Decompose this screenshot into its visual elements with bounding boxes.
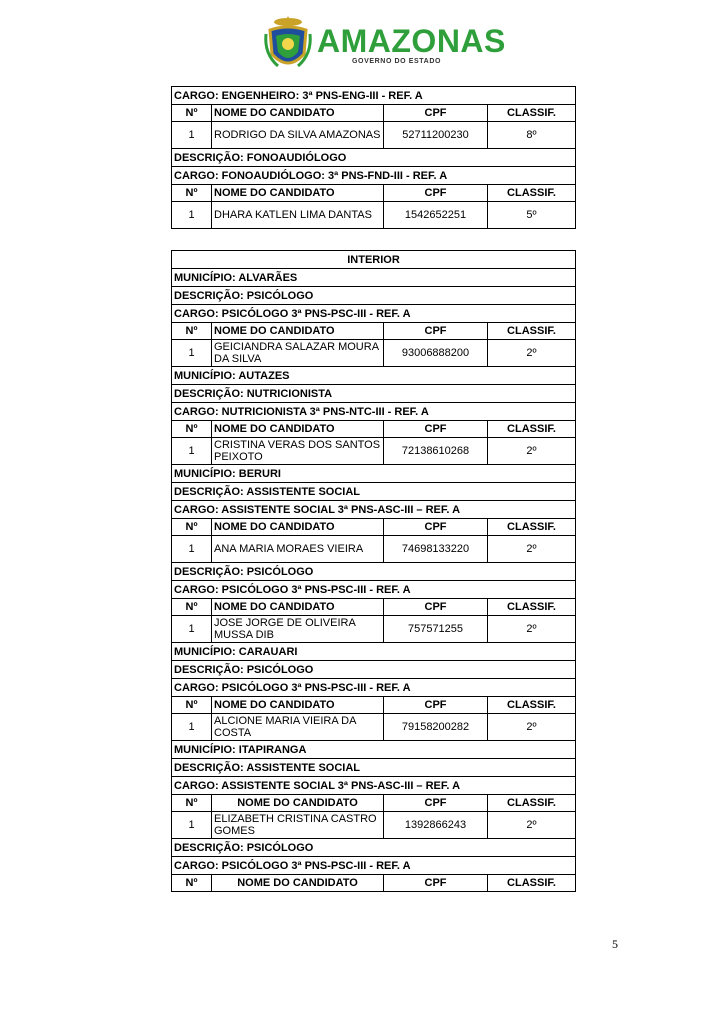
header-logo [262,14,506,76]
municipio-heading: MUNICÍPIO: BERURI [172,465,576,483]
municipio-heading: MUNICÍPIO: CARAUARI [172,643,576,661]
col-name-header: NOME DO CANDIDATO [212,519,384,536]
candidate-classif: 2º [488,616,576,643]
table-header-row [172,421,576,438]
col-classif-header: CLASSIF. [488,105,576,122]
col-number-header: Nº [172,795,212,812]
candidate-cpf: 74698133220 [384,536,488,563]
candidate-classif: 2º [488,714,576,741]
col-cpf-header: CPF [384,185,488,202]
candidate-number: 1 [172,202,212,229]
descricao-heading: DESCRIÇÃO: FONOAUDIÓLOGO [172,149,576,167]
col-number-header: Nº [172,105,212,122]
col-number-header: Nº [172,519,212,536]
cargo-heading: CARGO: NUTRICIONISTA 3ª PNS-NTC-III - REF. A [172,403,576,421]
table-row [172,536,576,563]
cargo-heading: CARGO: ENGENHEIRO: 3ª PNS-ENG-III - REF. A [172,87,576,105]
candidate-cpf: 72138610268 [384,438,488,465]
candidate-name: GEICIANDRA SALAZAR MOURA DA SILVA [212,340,384,367]
candidate-name: JOSE JORGE DE OLIVEIRA MUSSA DIB [212,616,384,643]
col-name-header: NOME DO CANDIDATO [212,323,384,340]
candidate-classif: 5º [488,202,576,229]
municipio-heading: MUNICÍPIO: AUTAZES [172,367,576,385]
table-row [172,714,576,741]
section-title: INTERIOR [172,251,576,269]
candidate-name: ALCIONE MARIA VIEIRA DA COSTA [212,714,384,741]
table-row [172,122,576,149]
col-cpf-header: CPF [384,421,488,438]
candidate-name: DHARA KATLEN LIMA DANTAS [212,202,384,229]
table-header-row [172,599,576,616]
candidate-classif: 8º [488,122,576,149]
cargo-heading: CARGO: FONOAUDIÓLOGO: 3ª PNS-FND-III - REF. A [172,167,576,185]
col-classif-header: CLASSIF. [488,323,576,340]
col-cpf-header: CPF [384,323,488,340]
descricao-heading: DESCRIÇÃO: NUTRICIONISTA [172,385,576,403]
descricao-heading: DESCRIÇÃO: PSICÓLOGO [172,839,576,857]
col-classif-header: CLASSIF. [488,185,576,202]
col-number-header: Nº [172,421,212,438]
page-number: 5 [612,937,618,951]
descricao-heading: DESCRIÇÃO: PSICÓLOGO [172,287,576,305]
col-classif-header: CLASSIF. [488,599,576,616]
cargo-heading: CARGO: PSICÓLOGO 3ª PNS-PSC-III - REF. A [172,857,576,875]
candidate-classif: 2º [488,340,576,367]
col-number-header: Nº [172,875,212,892]
cargo-heading: CARGO: ASSISTENTE SOCIAL 3ª PNS-ASC-III – REF. A [172,501,576,519]
col-number-header: Nº [172,697,212,714]
table-row [172,438,576,465]
col-cpf-header: CPF [384,697,488,714]
col-name-header: NOME DO CANDIDATO [212,185,384,202]
col-cpf-header: CPF [384,105,488,122]
col-cpf-header: CPF [384,875,488,892]
col-classif-header: CLASSIF. [488,697,576,714]
col-cpf-header: CPF [384,519,488,536]
col-classif-header: CLASSIF. [488,421,576,438]
candidate-cpf: 757571255 [384,616,488,643]
candidate-classif: 2º [488,536,576,563]
candidate-number: 1 [172,536,212,563]
table-header-row [172,697,576,714]
brand-name: AMAZONAS [317,23,506,59]
candidate-classif: 2º [488,812,576,839]
col-name-header: NOME DO CANDIDATO [212,599,384,616]
descricao-heading: DESCRIÇÃO: ASSISTENTE SOCIAL [172,483,576,501]
candidate-cpf: 1392866243 [384,812,488,839]
candidate-number: 1 [172,438,212,465]
table-header-row [172,519,576,536]
state-coat-of-arms-icon [262,14,314,76]
candidate-cpf: 52711200230 [384,122,488,149]
table-header-row [172,875,576,892]
candidate-name: ELIZABETH CRISTINA CASTRO GOMES [212,812,384,839]
candidate-name: ANA MARIA MORAES VIEIRA [212,536,384,563]
col-name-header: NOME DO CANDIDATO [212,421,384,438]
candidate-name: CRISTINA VERAS DOS SANTOS PEIXOTO [212,438,384,465]
municipio-heading: MUNICÍPIO: ITAPIRANGA [172,741,576,759]
col-classif-header: CLASSIF. [488,519,576,536]
table-row [172,340,576,367]
table-header-row [172,795,576,812]
col-number-header: Nº [172,599,212,616]
descricao-heading: DESCRIÇÃO: PSICÓLOGO [172,661,576,679]
col-name-header: NOME DO CANDIDATO [212,697,384,714]
municipio-heading: MUNICÍPIO: ALVARÃES [172,269,576,287]
col-name-header: NOME DO CANDIDATO [212,105,384,122]
col-cpf-header: CPF [384,795,488,812]
col-name-header: NOME DO CANDIDATO [212,795,384,812]
table-header-row [172,185,576,202]
candidate-cpf: 93006888200 [384,340,488,367]
table-header-row [172,323,576,340]
cargo-heading: CARGO: ASSISTENTE SOCIAL 3ª PNS-ASC-III – REF. A [172,777,576,795]
col-cpf-header: CPF [384,599,488,616]
col-name-header: NOME DO CANDIDATO [212,875,384,892]
cargo-heading: CARGO: PSICÓLOGO 3ª PNS-PSC-III - REF. A [172,305,576,323]
results-table-capital [171,86,576,229]
candidate-number: 1 [172,812,212,839]
cargo-heading: CARGO: PSICÓLOGO 3ª PNS-PSC-III - REF. A [172,581,576,599]
brand-subtitle: GOVERNO DO ESTADO [352,58,442,65]
candidate-classif: 2º [488,438,576,465]
candidate-cpf: 1542652251 [384,202,488,229]
descricao-heading: DESCRIÇÃO: ASSISTENTE SOCIAL [172,759,576,777]
col-number-header: Nº [172,323,212,340]
candidate-cpf: 79158200282 [384,714,488,741]
cargo-heading: CARGO: PSICÓLOGO 3ª PNS-PSC-III - REF. A [172,679,576,697]
candidate-name: RODRIGO DA SILVA AMAZONAS [212,122,384,149]
table-row [172,812,576,839]
candidate-number: 1 [172,714,212,741]
descricao-heading: DESCRIÇÃO: PSICÓLOGO [172,563,576,581]
results-table-interior [171,250,576,892]
col-classif-header: CLASSIF. [488,795,576,812]
candidate-number: 1 [172,616,212,643]
table-row [172,202,576,229]
candidate-number: 1 [172,122,212,149]
table-row [172,616,576,643]
candidate-number: 1 [172,340,212,367]
table-header-row [172,105,576,122]
col-classif-header: CLASSIF. [488,875,576,892]
col-number-header: Nº [172,185,212,202]
